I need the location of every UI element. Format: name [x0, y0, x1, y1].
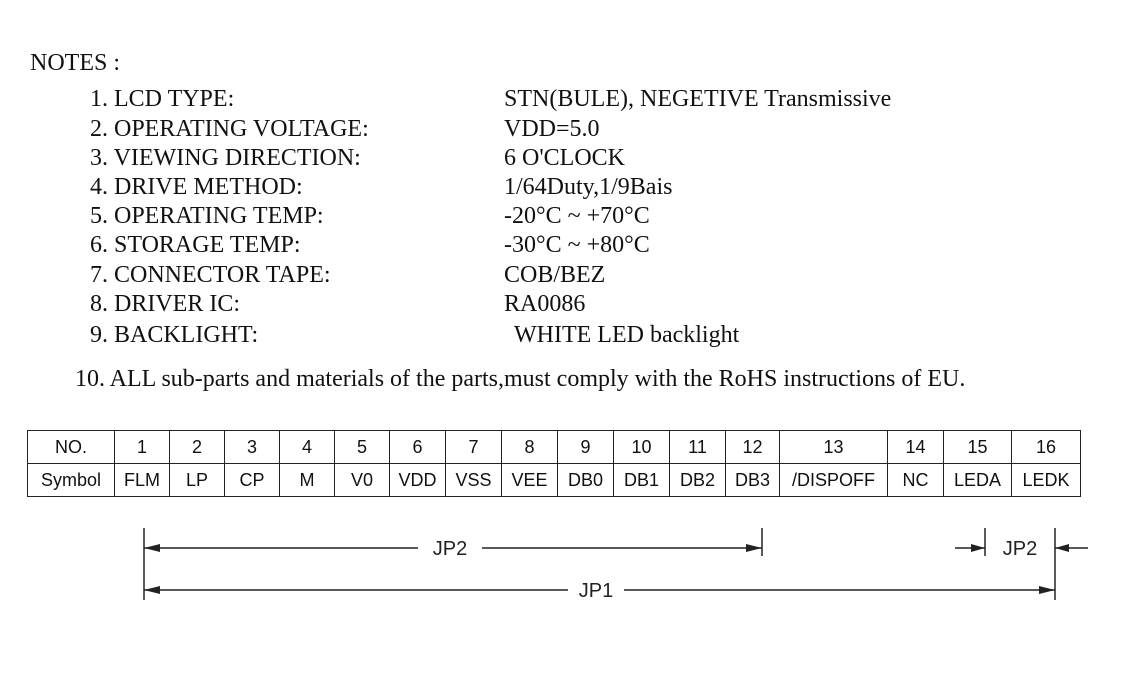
pin-number-cell: 5	[335, 431, 390, 464]
pin-symbol-cell: DB0	[558, 464, 614, 497]
pin-symbol-cell: FLM	[115, 464, 170, 497]
symbol-header-cell: Symbol	[28, 464, 115, 497]
jp2-main-label: JP2	[432, 538, 468, 560]
pin-number-cell: 12	[726, 431, 780, 464]
no-header-cell: NO.	[28, 431, 115, 464]
pin-symbol-cell: DB3	[726, 464, 780, 497]
pin-symbol-cell: VEE	[502, 464, 558, 497]
note-value: VDD=5.0	[504, 116, 600, 142]
pin-number-cell: 2	[170, 431, 225, 464]
jp1-arrow-left	[144, 586, 160, 594]
jp2-right-label: JP2	[1002, 538, 1038, 560]
note-value: -20°C ~ +70°C	[504, 203, 650, 229]
pin-symbol-cell: VSS	[446, 464, 502, 497]
note-label: 1. LCD TYPE:	[90, 86, 235, 112]
jp2-right-arrow-right	[1055, 544, 1069, 552]
note-value: RA0086	[504, 291, 586, 317]
pin-symbol-cell: LEDA	[944, 464, 1012, 497]
note-value: STN(BULE), NEGETIVE Transmissive	[504, 86, 892, 112]
jp2-main-arrow-right	[746, 544, 762, 552]
pin-symbol-cell: LEDK	[1012, 464, 1081, 497]
note-label: 3. VIEWING DIRECTION:	[90, 145, 361, 171]
pin-number-cell: 8	[502, 431, 558, 464]
notes-title: NOTES :	[30, 50, 120, 76]
pin-symbol-cell: NC	[888, 464, 944, 497]
pin-number-cell: 10	[614, 431, 670, 464]
pin-number-cell: 11	[670, 431, 726, 464]
note-label: 2. OPERATING VOLTAGE:	[90, 116, 369, 142]
pin-number-cell: 13	[780, 431, 888, 464]
jp2-main-arrow-left	[144, 544, 160, 552]
note-label: 4. DRIVE METHOD:	[90, 174, 303, 200]
pin-symbol-cell: CP	[225, 464, 280, 497]
pin-number-cell: 3	[225, 431, 280, 464]
note-label: 7. CONNECTOR TAPE:	[90, 262, 331, 288]
pin-number-cell: 4	[280, 431, 335, 464]
pin-symbol-cell: LP	[170, 464, 225, 497]
note-label: 5. OPERATING TEMP:	[90, 203, 324, 229]
note-value: 6 O'CLOCK	[504, 145, 625, 171]
pin-number-cell: 6	[390, 431, 446, 464]
note-label: 9. BACKLIGHT:	[90, 322, 259, 348]
pin-number-cell: 16	[1012, 431, 1081, 464]
pin-number-cell: 9	[558, 431, 614, 464]
note-value: COB/BEZ	[504, 262, 606, 288]
note-rohs-text: 10. ALL sub-parts and materials of the parts,must comply with the RoHS instructions of EU.	[75, 366, 966, 392]
pin-symbol-cell: V0	[335, 464, 390, 497]
jp1-arrow-right	[1039, 586, 1055, 594]
note-value: -30°C ~ +80°C	[504, 232, 650, 258]
pin-number-cell: 14	[888, 431, 944, 464]
note-label: 6. STORAGE TEMP:	[90, 232, 301, 258]
note-value: WHITE LED backlight	[514, 322, 740, 348]
pin-symbol-cell: /DISPOFF	[780, 464, 888, 497]
pin-symbol-cell: VDD	[390, 464, 446, 497]
pin-symbol-cell: DB2	[670, 464, 726, 497]
note-label: 8. DRIVER IC:	[90, 291, 240, 317]
pin-number-cell: 7	[446, 431, 502, 464]
pin-number-cell: 1	[115, 431, 170, 464]
pin-symbol-cell: DB1	[614, 464, 670, 497]
jp1-label: JP1	[578, 580, 614, 602]
note-value: 1/64Duty,1/9Bais	[504, 174, 673, 200]
jp2-right-arrow-left	[971, 544, 985, 552]
pin-symbol-cell: M	[280, 464, 335, 497]
pin-number-cell: 15	[944, 431, 1012, 464]
